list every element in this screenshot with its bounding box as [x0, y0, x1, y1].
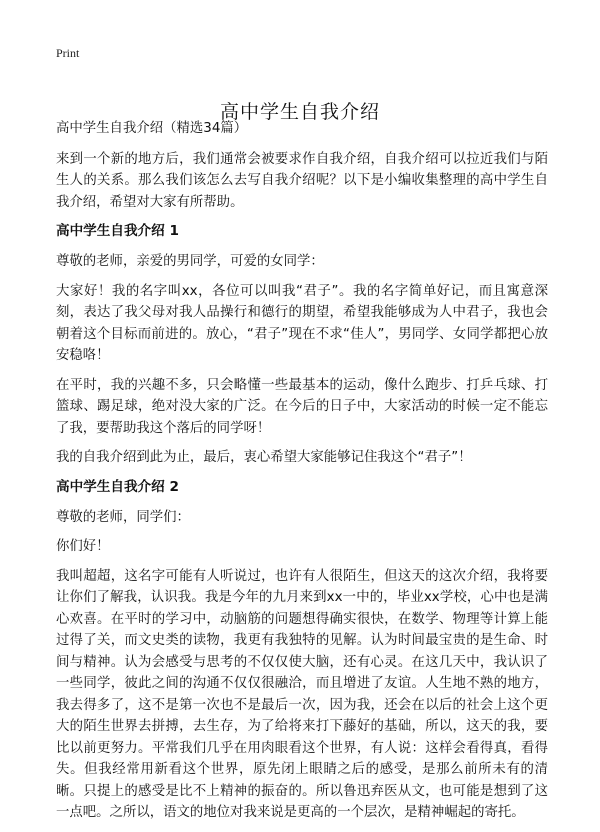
- section-heading-2: 高中学生自我介绍 2: [56, 478, 179, 495]
- section1-paragraph-3: 在平时，我的兴趣不多，只会略懂一些最基本的运动，像什么跑步、打乒乓球、打篮球、踢足球，绝对没大家的广泛。在今后的日子中，大家活动的时候一定不能忘了我，要帮助我这个落后的同学呀！: [56, 377, 548, 436]
- document-subtitle: 高中学生自我介绍（精选34篇）: [56, 121, 248, 136]
- section1-paragraph-2: 大家好！我的名字叫xx，各位可以叫我“君子”。我的名字简单好记，而且寓意深刻，表达了我父母对我人品操行和德行的期望，希望我能够成为人中君子，我也会朝着这个目标而前进的。放心，“君子”现在不求“佳人”，男同学、女同学都把心放安稳咯！: [56, 283, 548, 363]
- section2-paragraph-1: 尊敬的老师，同学们：: [56, 509, 190, 525]
- document-body: [56, 118, 548, 832]
- section1-paragraph-1: 尊敬的老师，亲爱的男同学，可爱的女同学：: [56, 254, 324, 269]
- section1-paragraph-4: 我的自我介绍到此为止，最后，衷心希望大家能够记住我这个“君子”！: [56, 450, 472, 465]
- print-link[interactable]: Print: [56, 46, 80, 60]
- intro-paragraph: 来到一个新的地方后，我们通常会被要求作自我介绍，自我介绍可以拉近我们与陌生人的关系。那么我们该怎么去写自我介绍呢？以下是小编收集整理的高中学生自我介绍，希望对大家有所帮助。: [56, 151, 548, 210]
- section2-paragraph-3: 我叫超超，这名字可能有人听说过，也许有人很陌生，但这天的这次介绍，我将要让你们了解我，认识我。我是今年的九月来到xx一中的，毕业xx学校，心中也是满心欢喜。在平时的学习中，动脑筋的问题想得确实很快，在数学、物理等计算上能过得了关，而文史类的读物，我更有我独特的见解。认为时间最宝贵的是生命、时间与精神。认为会感受与思考的不仅仅使大脑，还有心灵。在这几天中，我认识了一些同学，彼此之间的沟通不仅仅很融洽，而且增进了友谊。人生地不熟的地方，我去得多了，这不是第一次也不是最后一次，因为我，还会在以后的社会上这个更大的陌生世界去拼搏，去生存，为了给将来打下藤好的基础，所以，这天的我，要比以前更努力。平常我们几乎在用肉眼看这个世界，有人说：这样会看得真，看得失。但我经常用新看这个世界，原先闭上眼睛之后的感受，是那么前所未有的清晰。只提上的感受是比不上精神的振奋的。所以鲁迅弃医从文，也可能是想到了这一点吧。之所以，语文的地位对我来说是更高的一个层次，是精神崛起的寄托。: [56, 568, 548, 820]
- section2-paragraph-2: 你们好！: [56, 539, 110, 554]
- section-heading-1: 高中学生自我介绍 1: [56, 223, 179, 239]
- page-title: 高中学生自我介绍: [219, 100, 380, 123]
